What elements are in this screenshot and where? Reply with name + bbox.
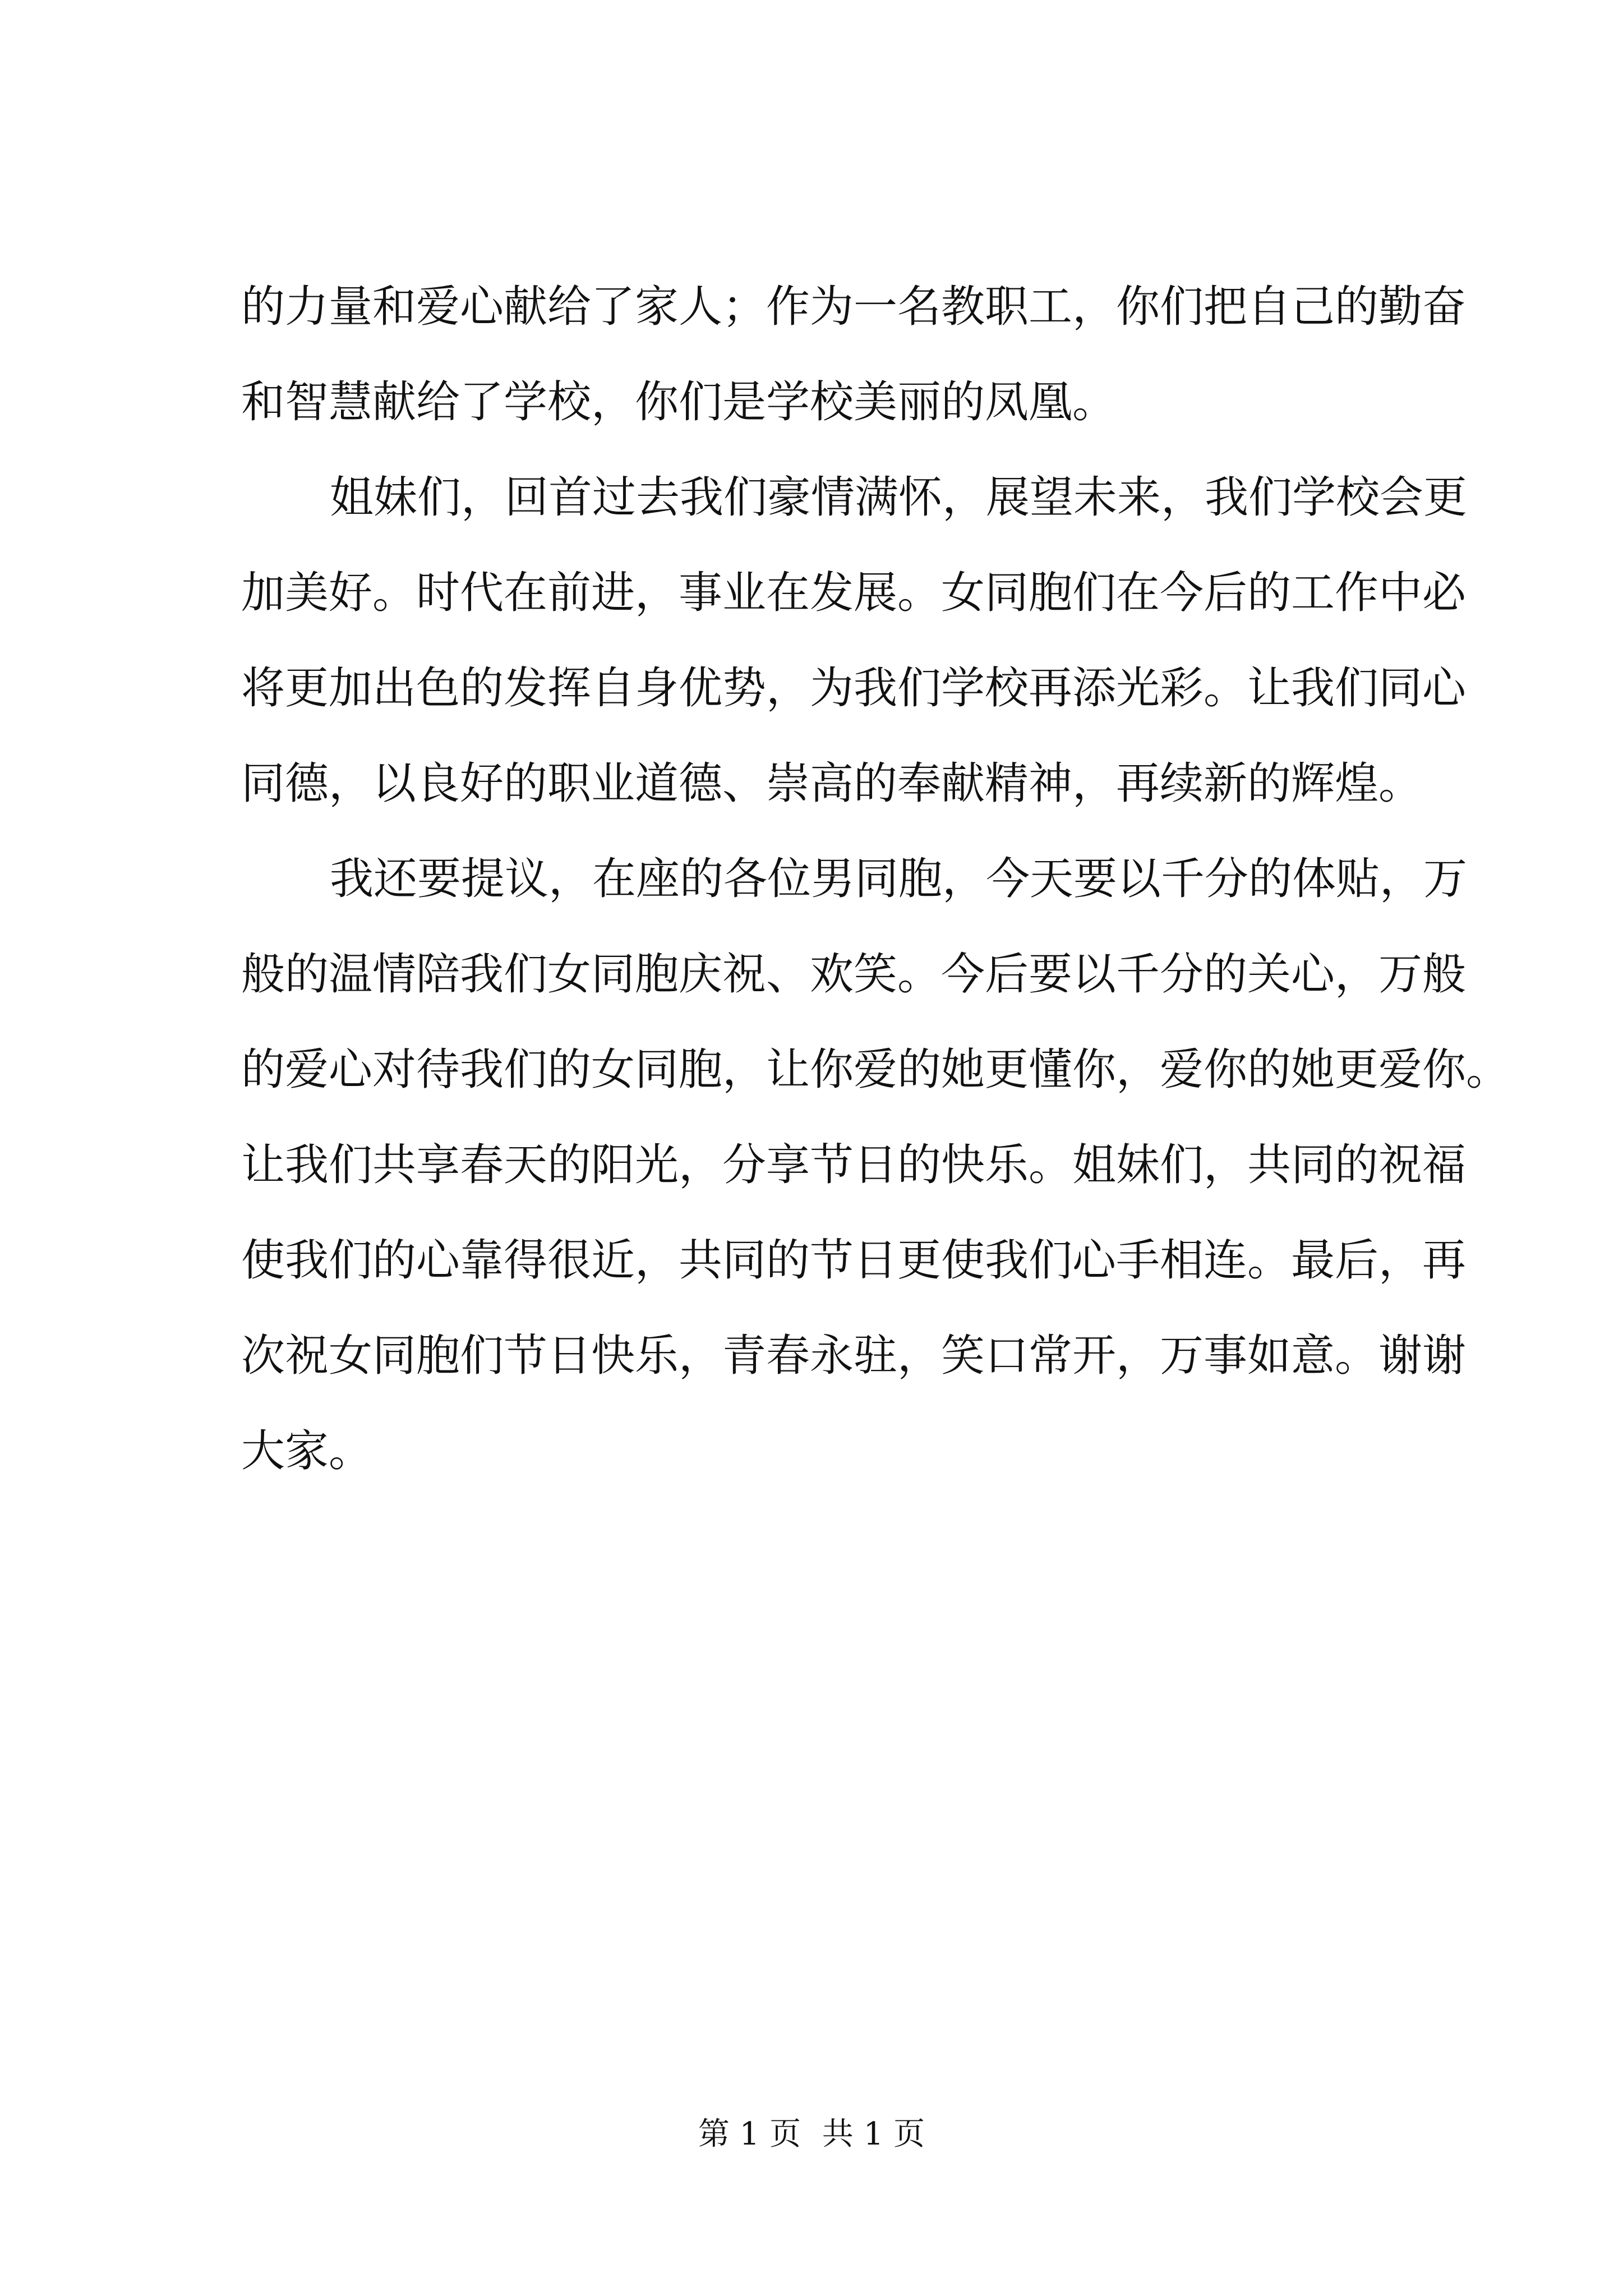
page-number-total: 共 1 页 — [822, 2116, 925, 2152]
text-line: 使我们的心靠得很近，共同的节日更使我们心手相连。最后，再 — [241, 1235, 1467, 1286]
paragraph-first-line: 我还要提议，在座的各位男同胞，今天要以千分的体贴，万 — [330, 854, 1468, 904]
text-line: 加美好。时代在前进，事业在发展。女同胞们在今后的工作中必 — [241, 568, 1467, 618]
text-line: 般的温情陪我们女同胞庆祝、欢笑。今后要以千分的关心，万般 — [241, 949, 1467, 1000]
text-line: 的爱心对待我们的女同胞，让你爱的她更懂你，爱你的她更爱你。 — [241, 1045, 1510, 1095]
page-footer — [0, 2112, 1623, 2157]
body-text — [241, 259, 1510, 1499]
text-line: 的力量和爱心献给了家人；作为一名教职工，你们把自己的勤奋 — [241, 282, 1467, 332]
text-line: 和智慧献给了学校，你们是学校美丽的凤凰。 — [241, 377, 1117, 427]
text-line: 次祝女同胞们节日快乐，青春永驻，笑口常开，万事如意。谢谢 — [241, 1331, 1467, 1381]
page-number-current: 第 1 页 — [698, 2116, 801, 2152]
text-line: 大家。 — [241, 1426, 373, 1476]
text-line: 让我们共享春天的阳光，分享节日的快乐。姐妹们，共同的祝福 — [241, 1140, 1467, 1190]
text-line: 将更加出色的发挥自身优势，为我们学校再添光彩。让我们同心 — [241, 663, 1467, 714]
paragraph-first-line: 姐妹们，回首过去我们豪情满怀，展望未来，我们学校会更 — [330, 472, 1468, 523]
text-line: 同德，以良好的职业道德、崇高的奉献精神，再续新的辉煌。 — [241, 758, 1423, 809]
